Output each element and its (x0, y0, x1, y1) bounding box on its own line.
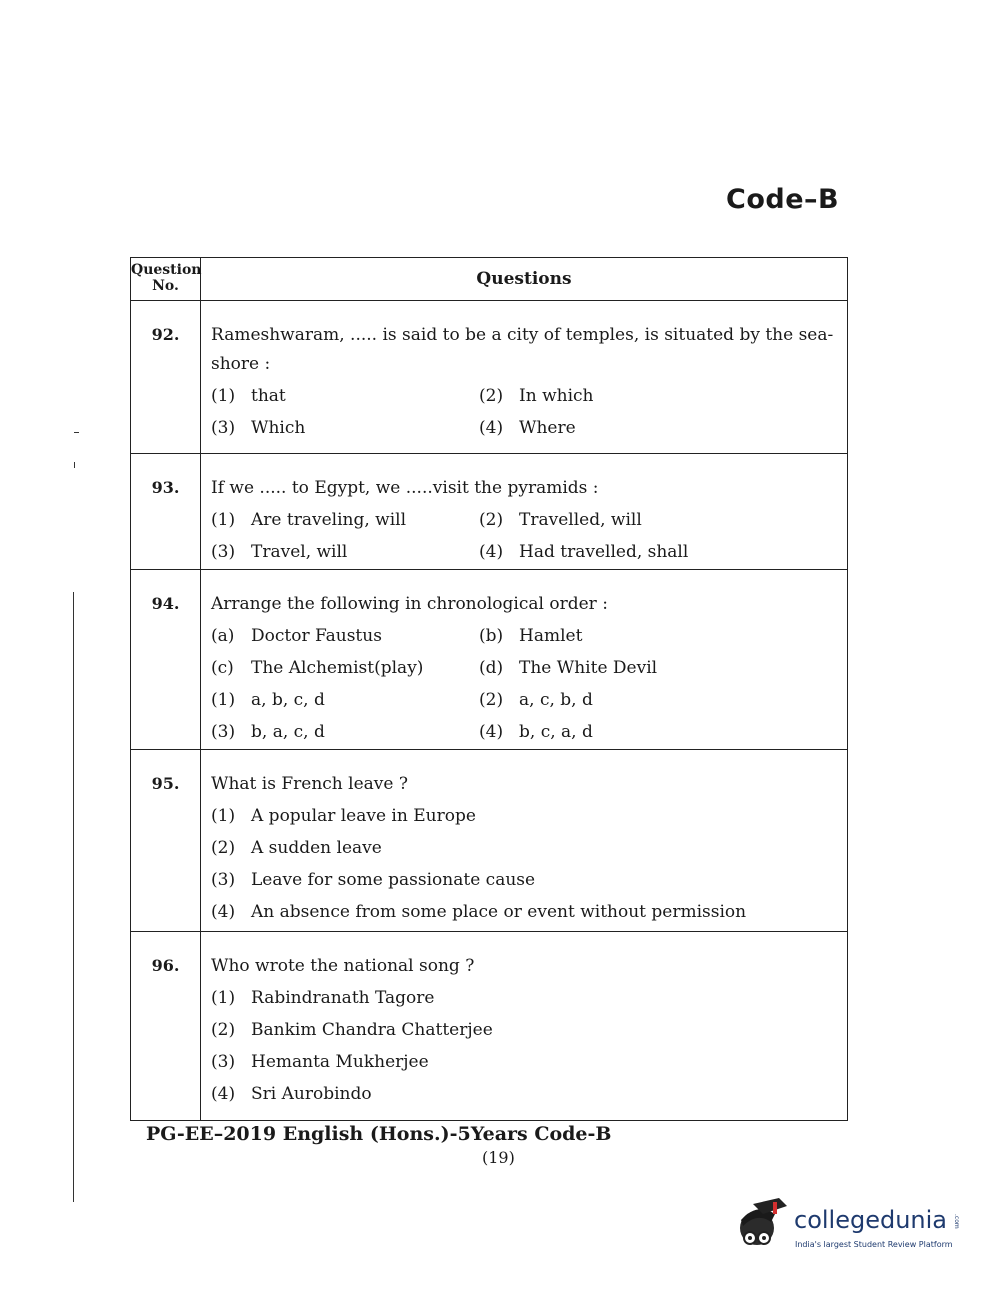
question-body (201, 932, 847, 1120)
options-list (211, 984, 839, 1109)
option: (4) Where (479, 418, 576, 438)
question-body (201, 750, 847, 931)
question-stem: Arrange the following in chronological order : (211, 594, 608, 614)
table-header (131, 258, 847, 301)
question-stem: Who wrote the national song ? (211, 956, 475, 976)
option: (3) Hemanta Mukherjee (211, 1052, 429, 1072)
mascot-icon (735, 1196, 793, 1254)
list-item: (a) Doctor Faustus (211, 626, 382, 646)
option: (3) Which (211, 418, 306, 438)
option: (1) Are traveling, will (211, 510, 407, 530)
question-row-94 (131, 570, 847, 750)
question-stem: Rameshwaram, ..... is said to be a city of temples, is situated by the sea-shore : (211, 325, 834, 374)
questions-table (130, 257, 848, 1121)
list-item: (d) The White Devil (479, 658, 658, 678)
option: (3) b, a, c, d (211, 722, 325, 742)
collegedunia-logo (735, 1196, 965, 1256)
question-stem: If we ..... to Egypt, we .....visit the pyramids : (211, 478, 599, 498)
question-body (201, 454, 847, 569)
option: (4) b, c, a, d (479, 722, 593, 742)
footer-exam-title: PG-EE–2019 English (Hons.)-5Years Code-B (146, 1123, 612, 1145)
question-stem: What is French leave ? (211, 774, 408, 794)
options-grid (211, 382, 839, 443)
option: (2) a, c, b, d (479, 690, 593, 710)
question-row-93 (131, 454, 847, 570)
col-question-no: Question No. (131, 258, 201, 300)
logo-suffix: .com (953, 1214, 960, 1229)
question-number: 92. (131, 301, 201, 453)
items-grid (211, 622, 839, 747)
list-item: (c) The Alchemist(play) (211, 658, 424, 678)
option: (4) Had travelled, shall (479, 542, 689, 562)
question-body (201, 301, 847, 453)
option: (3) Leave for some passionate cause (211, 870, 536, 890)
question-number: 93. (131, 454, 201, 569)
option: (1) a, b, c, d (211, 690, 325, 710)
col-questions: Questions (476, 269, 572, 289)
margin-mark (74, 432, 79, 433)
option: (2) A sudden leave (211, 838, 382, 858)
option: (1) Rabindranath Tagore (211, 988, 435, 1008)
question-row-95 (131, 750, 847, 932)
page-number: (19) (482, 1148, 515, 1167)
question-row-96 (131, 932, 847, 1120)
question-body (201, 570, 847, 749)
logo-name: collegedunia (794, 1206, 948, 1234)
option: (2) In which (479, 386, 594, 406)
question-number: 94. (131, 570, 201, 749)
list-item: (b) Hamlet (479, 626, 583, 646)
question-number: 96. (131, 932, 201, 1120)
option: (2) Travelled, will (479, 510, 642, 530)
options-list (211, 802, 839, 927)
option: (1) that (211, 386, 286, 406)
option: (2) Bankim Chandra Chatterjee (211, 1020, 493, 1040)
question-row-92 (131, 301, 847, 454)
options-grid (211, 506, 839, 567)
option: (3) Travel, will (211, 542, 348, 562)
exam-code-header: Code–B (726, 184, 840, 215)
margin-line (73, 592, 74, 1202)
option: (4) Sri Aurobindo (211, 1084, 372, 1104)
logo-tagline: India's largest Student Review Platform (795, 1240, 953, 1249)
option: (1) A popular leave in Europe (211, 806, 476, 826)
question-number: 95. (131, 750, 201, 931)
option: (4) An absence from some place or event without permission (211, 902, 747, 922)
margin-mark (74, 462, 75, 468)
